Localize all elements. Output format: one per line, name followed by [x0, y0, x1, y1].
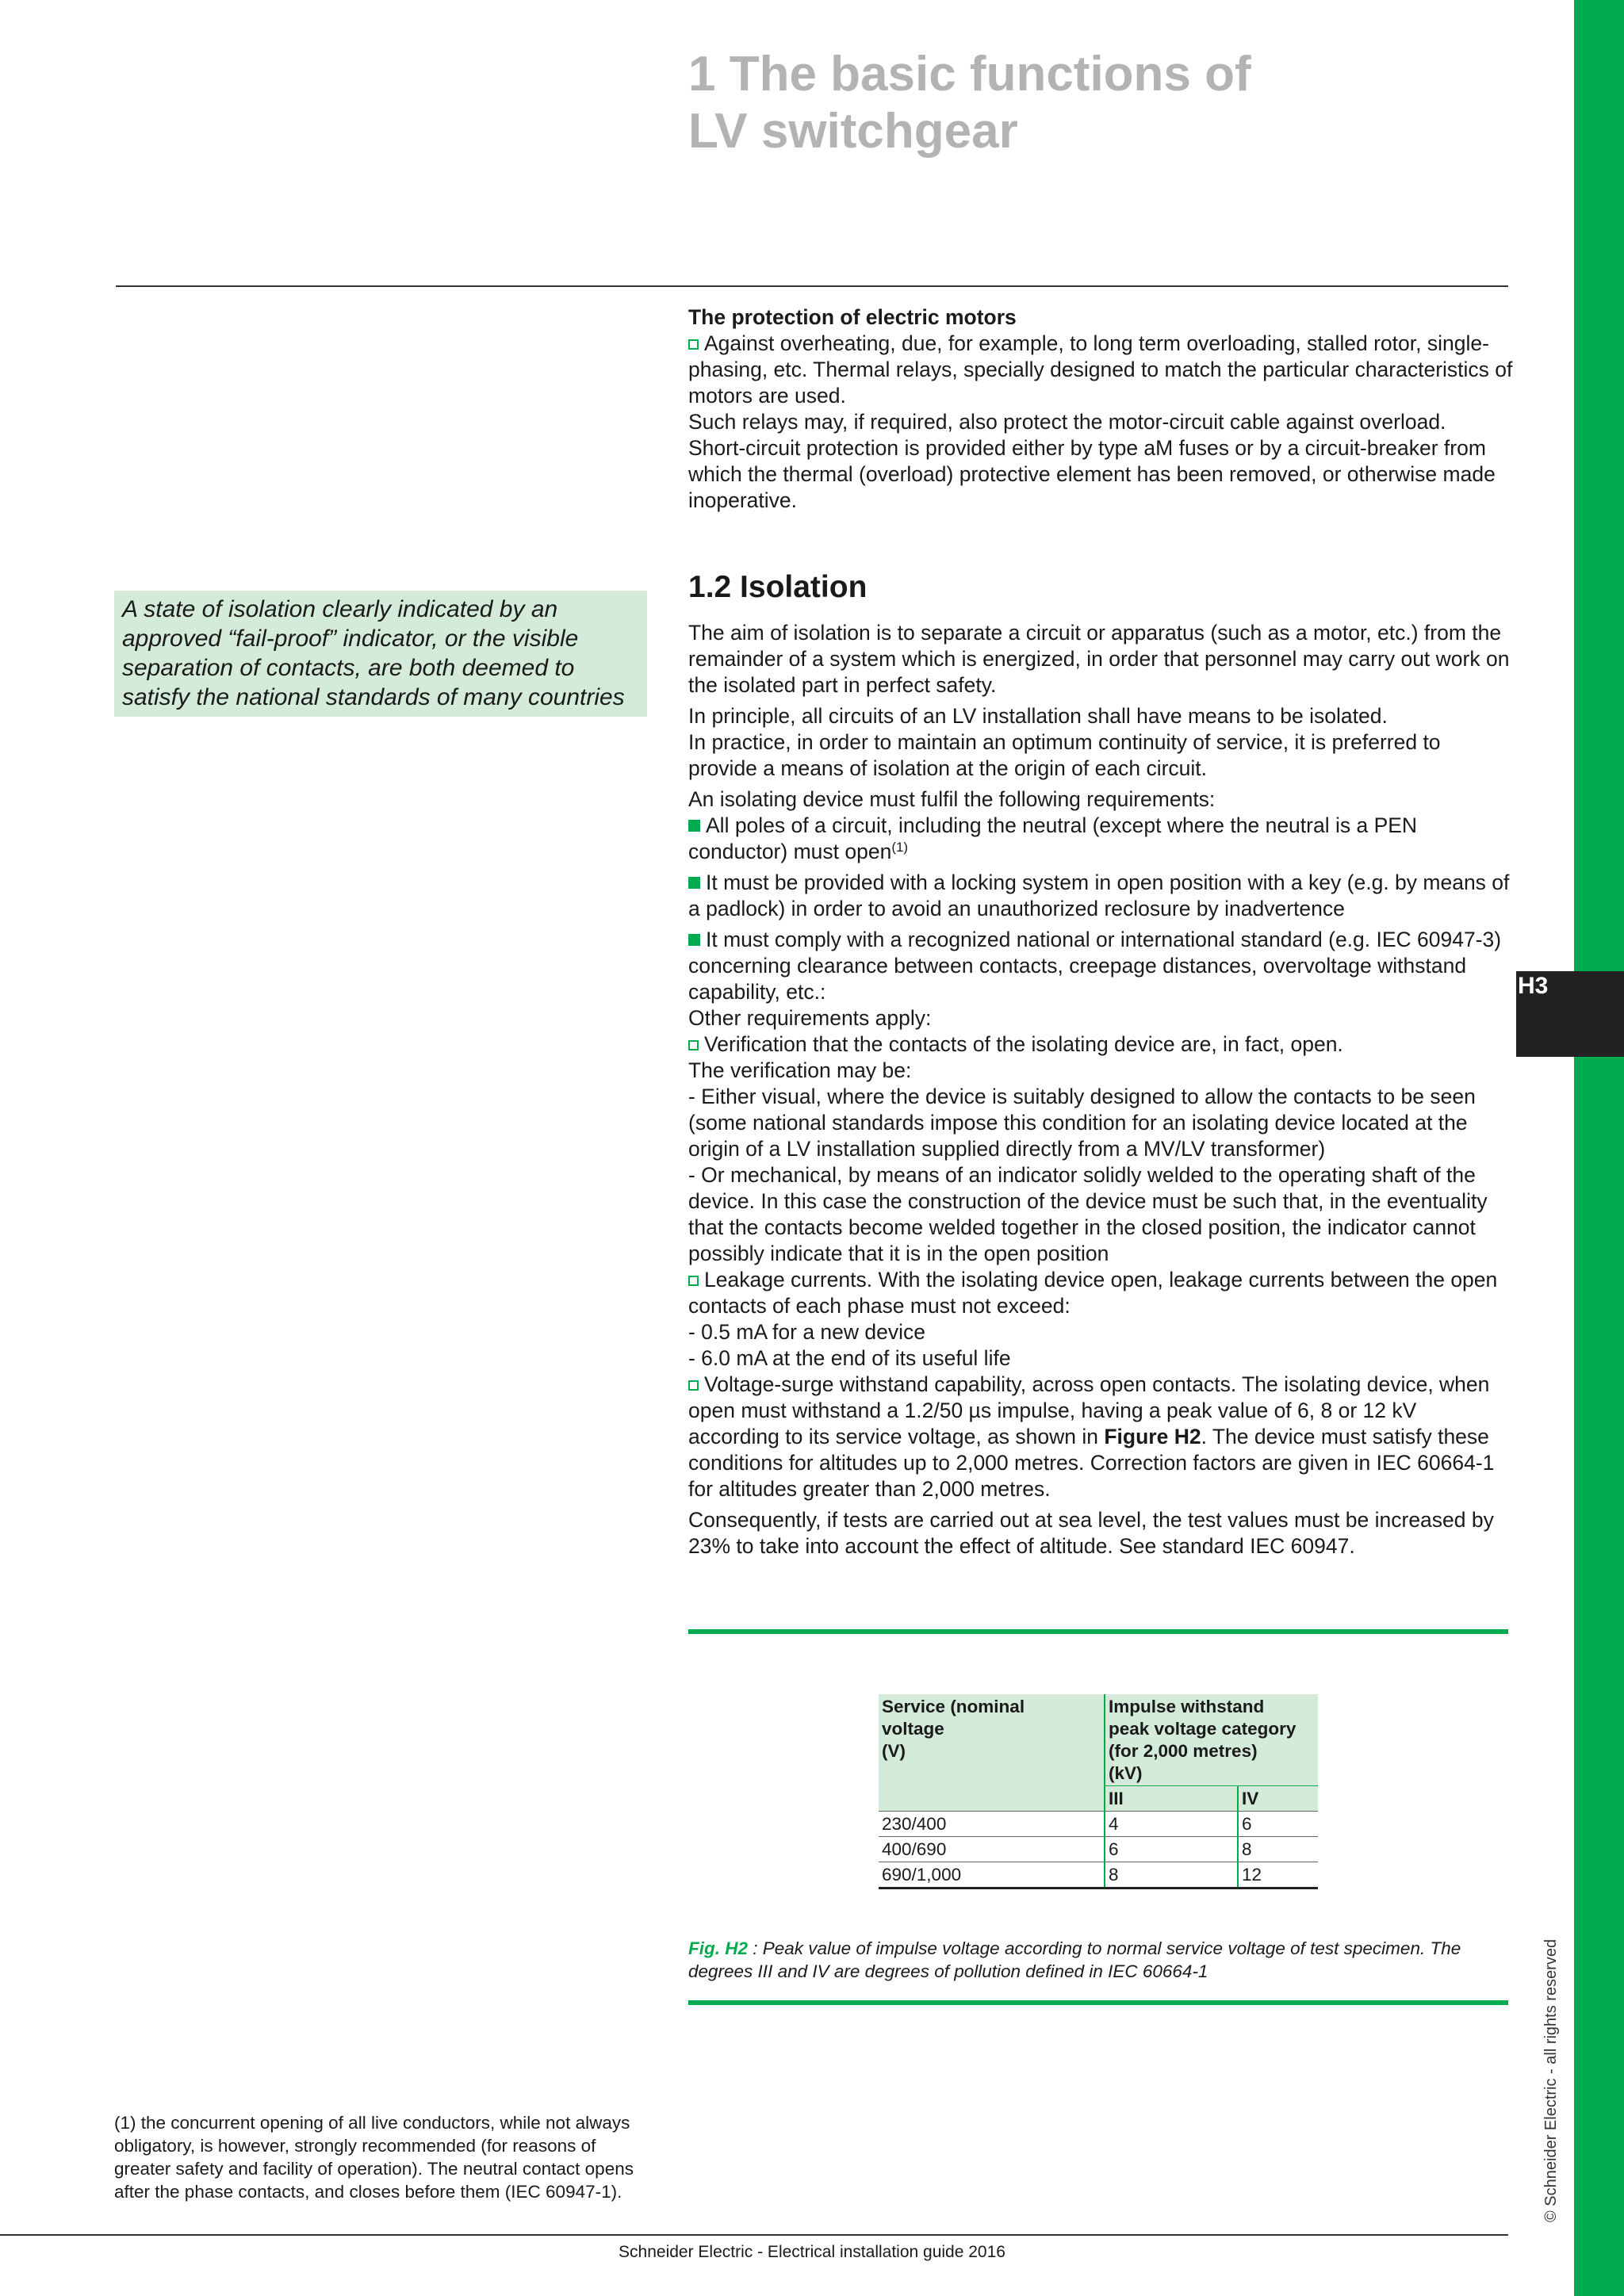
- page-footer: Schneider Electric - Electrical installation guide 2016: [619, 2243, 1005, 2261]
- isolation-principle: In principle, all circuits of an LV installation shall have means to be isolated.: [688, 704, 1388, 728]
- header-category-iii: III: [1105, 1786, 1238, 1812]
- chapter-title: [688, 46, 1481, 160]
- table-row: [879, 1812, 1318, 1837]
- header-category-iv: IV: [1238, 1786, 1318, 1812]
- figure-bottom-rule: [688, 2000, 1508, 2005]
- title-divider: [116, 285, 1508, 287]
- header-service-voltage: Service (nominal voltage (V): [879, 1694, 1105, 1812]
- square-bullet-icon: [688, 934, 700, 946]
- footer-divider: [0, 2234, 1508, 2236]
- header-impulse-withstand: Impulse withstand peak voltage category (for 2,000 metres) (kV): [1105, 1694, 1318, 1786]
- sidebar-note: A state of isolation clearly indicated by an approved “fail-proof” indicator, or the visible separation of contacts, are both deemed to satisfy the national standards of many countries: [114, 591, 647, 717]
- hollow-bullet-icon: [688, 339, 699, 350]
- isolation-practice: In practice, in order to maintain an optimum continuity of service, it is preferred to provide a means of isolation at the origin of each circuit.: [688, 730, 1441, 780]
- main-column: [688, 304, 1513, 1559]
- square-bullet-icon: [688, 877, 700, 889]
- square-bullet-icon: [688, 820, 700, 832]
- cell-category-iii: 6: [1105, 1837, 1238, 1862]
- figure-top-rule: [688, 1629, 1508, 1634]
- page-number-tab: [1516, 971, 1624, 1057]
- section-heading: 1.2 Isolation: [688, 570, 868, 604]
- hollow-bullet-icon: [688, 1040, 699, 1050]
- green-side-band: [1574, 0, 1624, 2296]
- other-requirement-2: Leakage currents. With the isolating device open, leakage currents between the open contacts of each phase must not exceed:: [688, 1268, 1498, 1318]
- leakage-limit-2: - 6.0 mA at the end of its useful life: [688, 1346, 1011, 1370]
- figure-reference: Figure H2: [1104, 1425, 1201, 1448]
- table-row: [879, 1862, 1318, 1888]
- verification-visual: - Either visual, where the device is suitably designed to allow the contacts to be seen (some national standards impose this condition for an isolating device located at the origin of a LV installation supplied directly from a MV/LV transformer): [688, 1085, 1476, 1161]
- requirement-2: It must be provided with a locking system in open position with a key (e.g. by means of a padlock) in order to avoid an unauthorized reclosure by inadvertence: [688, 871, 1510, 920]
- other-requirement-1: Verification that the contacts of the isolating device are, in fact, open.: [688, 1031, 1513, 1058]
- cell-voltage: 400/690: [879, 1837, 1105, 1862]
- verification-mechanical: - Or mechanical, by means of an indicator solidly welded to the operating shaft of the device. In this case the construction of the device must be such that, in the eventuality that the contacts become welded together in the closed position, the indicator cannot possibly indicate that it is in the open position: [688, 1163, 1488, 1265]
- other-requirements-intro: Other requirements apply:: [688, 1006, 932, 1030]
- cell-category-iv: 8: [1238, 1837, 1318, 1862]
- requirement-3: It must comply with a recognized national or international standard (e.g. IEC 60947-3) concerning clearance between contacts, creepage distances, overvoltage withstand capability, etc.:: [688, 928, 1502, 1004]
- consequence-paragraph: Consequently, if tests are carried out at sea level, the test values must be increased by 23% to take into account the effect of altitude. See standard IEC 60947.: [688, 1508, 1494, 1558]
- chapter-title-line2: LV switchgear: [688, 104, 1018, 159]
- figure-caption-text: : Peak value of impulse voltage according to normal service voltage of test specimen. The degrees III and IV are degrees of pollution defined in IEC 60664-1: [688, 1938, 1461, 1981]
- cell-voltage: 230/400: [879, 1812, 1105, 1837]
- requirements-intro: An isolating device must fulfil the following requirements:: [688, 787, 1216, 811]
- motors-paragraph-1: Against overheating, due, for example, to long term overloading, stalled rotor, single-phasing, etc. Thermal relays, specially designed to match the particular characteristics of motors are used.: [688, 331, 1513, 408]
- hollow-bullet-icon: [688, 1276, 699, 1286]
- motors-heading: The protection of electric motors: [688, 305, 1017, 329]
- requirement-1: All poles of a circuit, including the neutral (except where the neutral is a PEN conductor) must open$^{(1)}$: [688, 813, 1418, 863]
- table-header-row: [879, 1694, 1318, 1786]
- motors-paragraph-2: Such relays may, if required, also protect the motor-circuit cable against overload.: [688, 410, 1446, 434]
- cell-voltage: 690/1,000: [879, 1862, 1105, 1888]
- motors-paragraph-3: Short-circuit protection is provided either by type aM fuses or by a circuit-breaker from which the thermal (overload) protective element has been removed, or otherwise made inoperative.: [688, 436, 1496, 512]
- footnote: (1) the concurrent opening of all live conductors, while not always obligatory, is however, strongly recommended (for reasons of greater safety and facility of operation). The neutral contact opens after the phase contacts, and closes before them (IEC 60947-1).: [114, 2113, 634, 2202]
- cell-category-iv: 12: [1238, 1862, 1318, 1888]
- copyright-notice: © Schneider Electric - all rights reserved: [1542, 1938, 1560, 2222]
- chapter-title-line1: 1 The basic functions of: [688, 47, 1251, 101]
- isolation-aim: The aim of isolation is to separate a circuit or apparatus (such as a motor, etc.) from the remainder of a system which is energized, in order that personnel may carry out work on the isolated part in perfect safety.: [688, 621, 1510, 697]
- cell-category-iv: 6: [1238, 1812, 1318, 1837]
- cell-category-iii: 4: [1105, 1812, 1238, 1837]
- leakage-limit-1: - 0.5 mA for a new device: [688, 1320, 926, 1344]
- figure-caption: [688, 1937, 1513, 1983]
- hollow-bullet-icon: [688, 1380, 699, 1391]
- table-row: [879, 1837, 1318, 1862]
- impulse-voltage-table: [879, 1694, 1318, 1889]
- other-requirement-3: Voltage-surge withstand capability, across open contacts. The isolating device, when open must withstand a 1.2/50 µs impulse, having a peak value of 6, 8 or 12 kV according to its service voltage, as shown in Figure H2. The device must satisfy these conditions for altitudes up to 2,000 metres. Correction factors are given in IEC 60664-1 for altitudes greater than 2,000 metres.: [688, 1372, 1495, 1501]
- page-number: H3: [1518, 973, 1549, 999]
- cell-category-iii: 8: [1105, 1862, 1238, 1888]
- figure-label: Fig. H2: [688, 1938, 749, 1958]
- verification-intro: The verification may be:: [688, 1058, 912, 1082]
